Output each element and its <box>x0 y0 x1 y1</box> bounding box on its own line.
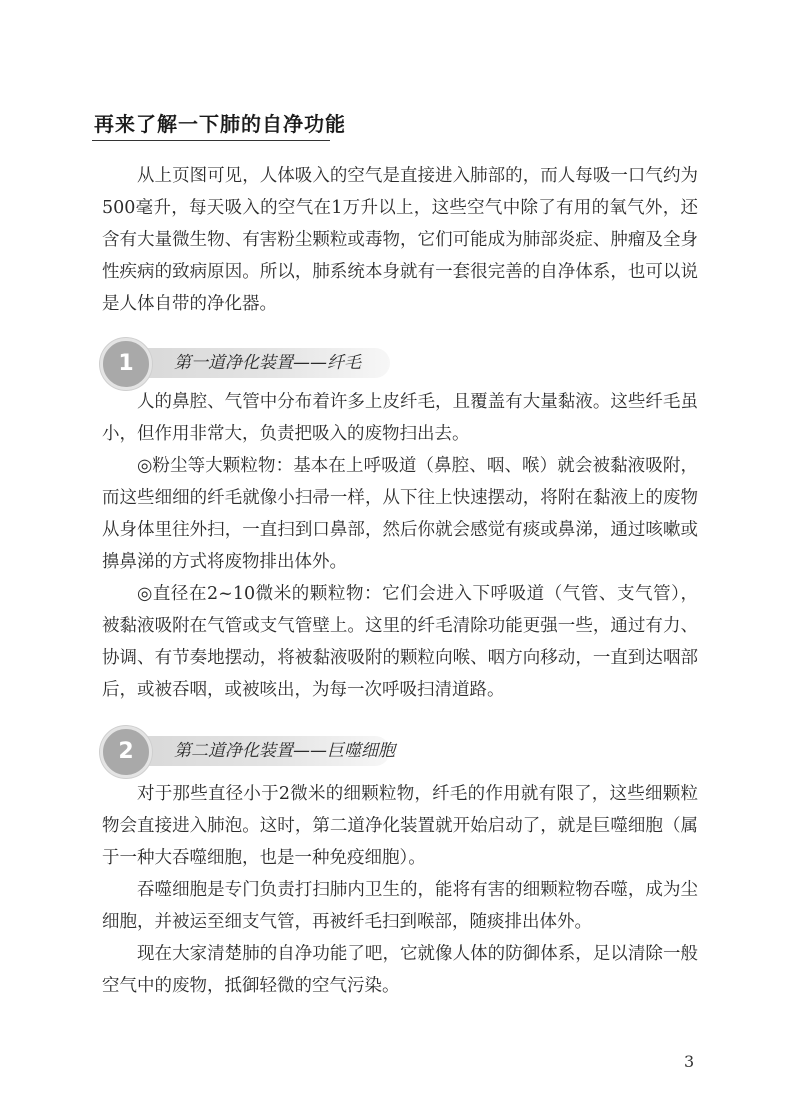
section-1-header <box>100 338 420 390</box>
page-number: 3 <box>684 1052 695 1071</box>
heading-underline <box>92 140 330 141</box>
section-1-paragraph-2: ◎粉尘等大颗粒物：基本在上呼吸道（鼻腔、咽、喉）就会被黏液吸附，而这些细细的纤毛就像小扫帚一样，从下往上快速摆动，将附在黏液上的废物从身体里往外扫，一直扫到口鼻部，然后你就会感觉有痰或鼻涕，通过咳嗽或擤鼻涕的方式将废物排出体外。 <box>102 456 698 572</box>
section-1-number-badge: 1 <box>100 338 152 390</box>
section-2-number-badge: 2 <box>100 726 152 778</box>
section-1-title: 第一道净化装置——纤毛 <box>174 353 361 373</box>
section-2-paragraph-2: 吞噬细胞是专门负责打扫肺内卫生的，能将有害的细颗粒物吞噬，成为尘细胞，并被运至细支气管，再被纤毛扫到喉部，随痰排出体外。 <box>102 880 698 932</box>
section-2-title: 第二道净化装置——巨噬细胞 <box>174 741 395 761</box>
section-1-paragraph-3: ◎直径在2~10微米的颗粒物：它们会进入下呼吸道（气管、支气管），被黏液吸附在气管或支气管壁上。这里的纤毛清除功能更强一些，通过有力、协调、有节奏地摆动，将被黏液吸附的颗粒向喉、咽方向移动，一直到达咽部后，或被吞咽，或被咳出，为每一次呼吸扫清道路。 <box>102 584 698 700</box>
section-2-paragraph-3: 现在大家清楚肺的自净功能了吧，它就像人体的防御体系，足以清除一般空气中的废物，抵御轻微的空气污染。 <box>102 944 698 996</box>
section-2-banner <box>132 736 395 766</box>
intro-paragraph: 从上页图可见，人体吸入的空气是直接进入肺部的，而人每吸一口气约为500毫升，每天吸入的空气在1万升以上，这些空气中除了有用的氧气外，还含有大量微生物、有害粉尘颗粒或毒物，它们可能成为肺部炎症、肿瘤及全身性疾病的致病原因。所以，肺系统本身就有一套很完善的自净体系，也可以说是人体自带的净化器。 <box>102 166 698 314</box>
section-heading: 再来了解一下肺的自净功能 <box>94 112 346 136</box>
section-1-paragraph-1: 人的鼻腔、气管中分布着许多上皮纤毛，且覆盖有大量黏液。这些纤毛虽小，但作用非常大，负责把吸入的废物扫出去。 <box>102 392 698 444</box>
section-2-paragraph-1: 对于那些直径小于2微米的细颗粒物，纤毛的作用就有限了，这些细颗粒物会直接进入肺泡。这时，第二道净化装置就开始启动了，就是巨噬细胞（属于一种大吞噬细胞，也是一种免疫细胞）。 <box>102 784 698 868</box>
section-2-header <box>100 726 420 778</box>
section-1-banner <box>132 348 390 378</box>
